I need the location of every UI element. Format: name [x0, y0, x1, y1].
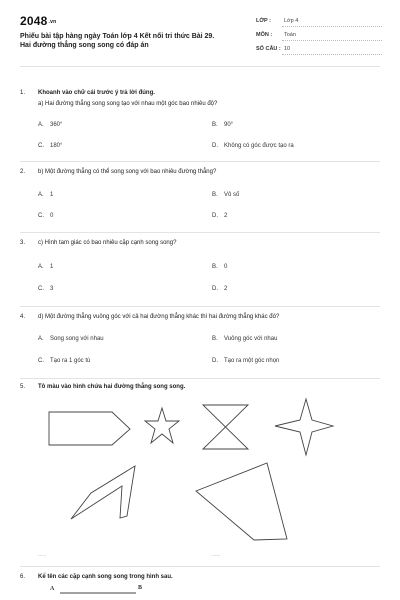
question-number: 1. [20, 90, 26, 96]
answer-placeholder: ...... [38, 552, 47, 558]
question-number: 4. [20, 314, 26, 320]
option-c[interactable]: C. 180° [38, 143, 63, 149]
option-d[interactable]: D. Không có góc được tạo ra [212, 143, 294, 149]
option-a[interactable]: A. 1 [38, 264, 54, 270]
arrow-pentagon-shape[interactable] [49, 412, 130, 445]
question-text: b) Một đường thẳng có thể song song với bao nhiêu đường thẳng? [38, 169, 217, 175]
question-heading: Khoanh vào chữ cái trước ý trả lời đúng. [38, 90, 155, 96]
option-a[interactable]: A. 1 [38, 192, 54, 198]
option-b[interactable]: B. Vuông góc với nhau [212, 336, 278, 342]
title-line-1: Phiếu bài tập hàng ngày Toán lớp 4 Kết nối tri thức Bài 29. [20, 33, 215, 40]
star-shape[interactable] [145, 408, 179, 443]
question-number: 5. [20, 384, 26, 390]
question-text: Tô màu vào hình chứa hai đường thẳng song song. [38, 384, 186, 390]
subject-label: MÔN : [256, 32, 273, 38]
option-b[interactable]: B. 90° [212, 122, 234, 128]
option-d[interactable]: D. Tạo ra một góc nhọn [212, 358, 280, 364]
option-a[interactable]: A. 360° [38, 122, 63, 128]
vertex-label-b: B [138, 585, 143, 591]
quadrilateral-shape[interactable] [196, 463, 287, 540]
title-line-2: Hai đường thẳng song song có đáp án [20, 42, 149, 49]
question-number: 3. [20, 240, 26, 246]
question-number: 2. [20, 169, 26, 175]
hourglass-shape[interactable] [203, 405, 248, 449]
option-a[interactable]: A. Song song với nhau [38, 336, 104, 342]
count-value: 10 [284, 46, 291, 52]
answer-placeholder: ...... [212, 552, 221, 558]
subject-value: Toán [284, 32, 296, 38]
logo-text: 2048 [20, 14, 48, 28]
option-d[interactable]: D. 2 [212, 286, 228, 292]
question-text: Kể tên các cặp cạnh song song trong hình sau. [38, 574, 173, 580]
question-number: 6. [20, 574, 26, 580]
logo-suffix: .vn [48, 18, 57, 25]
option-c[interactable]: C. 0 [38, 213, 54, 219]
option-b[interactable]: B. Vô số [212, 192, 240, 198]
question-text: c) Hình tam giác có bao nhiêu cặp cạnh song song? [38, 240, 177, 246]
class-value: Lớp 4 [284, 18, 299, 24]
four-point-star-shape[interactable] [275, 399, 333, 455]
option-c[interactable]: C. Tạo ra 1 góc tù [38, 358, 91, 364]
vertex-label-a: A [50, 586, 55, 592]
option-d[interactable]: D. 2 [212, 213, 228, 219]
irregular-arrow-shape[interactable] [71, 466, 135, 519]
option-c[interactable]: C. 3 [38, 286, 54, 292]
question-divider [20, 566, 380, 567]
option-b[interactable]: B. 0 [212, 264, 228, 270]
question-text: d) Một đường thẳng vuông góc với cả hai đường thẳng khác thì hai đường thẳng khác đó? [38, 314, 280, 320]
count-label: SỐ CÂU : [256, 46, 281, 52]
class-label: LỚP : [256, 18, 271, 24]
question-text: a) Hai đường thẳng song song tạo với nhau một góc bao nhiêu độ? [38, 101, 218, 107]
